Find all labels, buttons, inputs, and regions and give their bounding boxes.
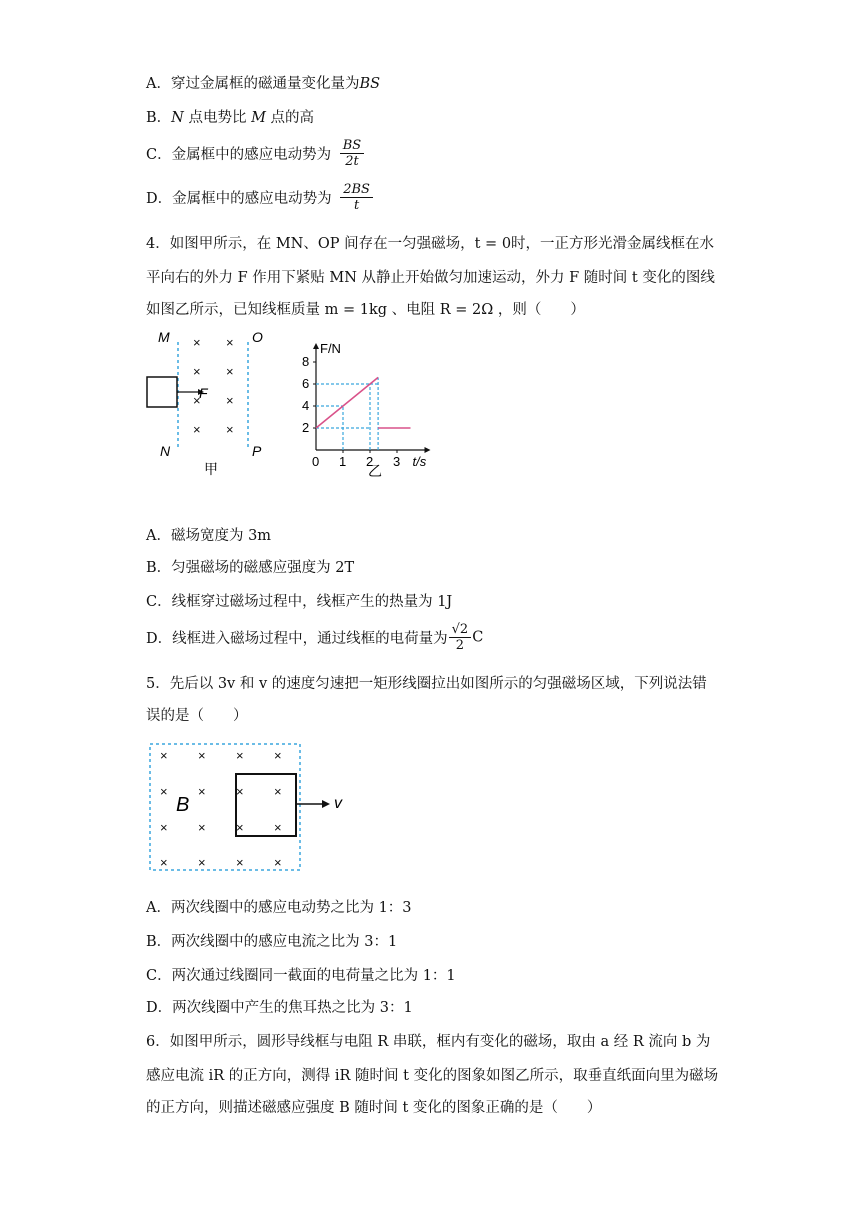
caption-jia: 甲 bbox=[204, 461, 218, 477]
q4-option-a: A．磁场宽度为 3m bbox=[146, 528, 272, 544]
field-mark: × bbox=[226, 393, 234, 408]
field-mark: × bbox=[274, 855, 282, 870]
velocity-arrowhead bbox=[322, 800, 330, 808]
q4-stem-line1: 4．如图甲所示，在 MN、OP 间存在一匀强磁场，t = 0时，一正方形光滑金属线框在水 bbox=[146, 236, 715, 252]
q5-stem-line1: 5．先后以 3v 和 v 的速度匀速把一矩形线圈拉出如图所示的匀强磁场区域，下列说法错 bbox=[146, 676, 707, 692]
q3-option-d bbox=[146, 182, 377, 213]
fraction-denominator: 2t bbox=[345, 154, 359, 169]
field-mark: × bbox=[236, 855, 244, 870]
fraction-numerator: √2 bbox=[449, 622, 472, 638]
caption-yi: 乙 bbox=[368, 463, 382, 479]
field-mark: × bbox=[198, 784, 206, 799]
field-mark: × bbox=[193, 364, 201, 379]
square-frame bbox=[147, 377, 177, 407]
origin-label: 0 bbox=[312, 454, 320, 469]
q4-option-d-text: D．线框进入磁场过程中，通过线框的电荷量为 bbox=[146, 631, 448, 647]
q3-option-b-mid: 点电势比 bbox=[183, 110, 252, 126]
x-axis-label: t/s bbox=[412, 454, 427, 469]
label-p: P bbox=[252, 443, 262, 459]
q4-option-c: C．线框穿过磁场过程中，线框产生的热量为 1J bbox=[146, 594, 453, 610]
series-line-1 bbox=[316, 377, 378, 428]
q3-option-b-suffix: 点的高 bbox=[265, 110, 315, 126]
label-m: M bbox=[158, 329, 170, 345]
y-tick-label: 8 bbox=[302, 354, 310, 369]
label-v: v bbox=[334, 795, 342, 812]
x-axis-arrowhead bbox=[425, 447, 431, 453]
field-mark: × bbox=[274, 784, 282, 799]
field-mark: × bbox=[160, 855, 168, 870]
y-axis-label: F/N bbox=[320, 341, 341, 356]
q3-option-d-text: D．金属框中的感应电动势为 bbox=[146, 191, 332, 207]
fraction-numerator: BS bbox=[340, 138, 364, 154]
field-mark: × bbox=[236, 748, 244, 763]
field-mark: × bbox=[193, 422, 201, 437]
q3-option-b-n: N bbox=[171, 110, 184, 126]
q5-figure bbox=[146, 740, 356, 876]
q4-option-b: B．匀强磁场的磁感应强度为 2T bbox=[146, 560, 355, 576]
q5-option-b: B．两次线圈中的感应电流之比为 3：1 bbox=[146, 934, 398, 950]
q3-option-d-fraction bbox=[340, 182, 373, 213]
field-mark: × bbox=[274, 748, 282, 763]
q4-figure-yi-chart bbox=[296, 320, 456, 480]
q4-option-d-fraction bbox=[449, 622, 472, 653]
q3-option-c-fraction bbox=[340, 138, 364, 169]
field-mark: × bbox=[226, 335, 234, 350]
field-mark: × bbox=[226, 364, 234, 379]
q3-option-a bbox=[146, 72, 380, 93]
q3-option-a-expr: BS bbox=[359, 76, 381, 92]
x-tick-label: 3 bbox=[393, 454, 401, 469]
field-mark: × bbox=[198, 820, 206, 835]
field-mark: × bbox=[160, 748, 168, 763]
fraction-denominator: 2 bbox=[455, 638, 465, 653]
q3-option-b-m: M bbox=[251, 110, 266, 126]
q6-stem-line2: 感应电流 iR 的正方向，测得 iR 随时间 t 变化的图象如图乙所示，取垂直纸面向里为磁场 bbox=[146, 1068, 719, 1084]
field-mark: × bbox=[274, 820, 282, 835]
x-tick-label: 1 bbox=[339, 454, 347, 469]
q3-option-b-prefix: B． bbox=[146, 110, 172, 126]
q3-option-c-text: C．金属框中的感应电动势为 bbox=[146, 147, 332, 163]
q4-option-d bbox=[146, 622, 483, 653]
q6-stem-line3: 的正方向，则描述磁感应强度 B 随时间 t 变化的图象正确的是（ ） bbox=[146, 1100, 602, 1116]
label-f: F bbox=[199, 385, 208, 401]
q4-stem-line3: 如图乙所示，已知线框质量 m = 1kg 、电阻 R = 2Ω ，则（ ） bbox=[146, 302, 585, 318]
label-b: B bbox=[176, 794, 190, 816]
y-tick-label: 4 bbox=[302, 398, 310, 413]
field-mark: × bbox=[236, 820, 244, 835]
q3-option-a-text: A．穿过金属框的磁通量变化量为 bbox=[146, 76, 360, 92]
field-mark: × bbox=[226, 422, 234, 437]
fraction-denominator: t bbox=[353, 198, 360, 213]
y-axis-arrowhead bbox=[313, 343, 319, 349]
q5-option-a: A．两次线圈中的感应电动势之比为 1：3 bbox=[146, 900, 412, 916]
q5-stem-line2: 误的是（ ） bbox=[146, 708, 248, 724]
q6-stem-line1: 6．如图甲所示，圆形导线框与电阻 R 串联，框内有变化的磁场，取由 a 经 R 流向 b 为 bbox=[146, 1034, 711, 1050]
label-n: N bbox=[160, 443, 171, 459]
field-mark: × bbox=[236, 784, 244, 799]
q4-figure-jia bbox=[140, 322, 290, 482]
fraction-numerator: 2BS bbox=[340, 182, 373, 198]
q3-option-c bbox=[146, 138, 368, 169]
q4-stem-line2: 平向右的外力 F 作用下紧贴 MN 从静止开始做匀加速运动，外力 F 随时间 t 变化的图线 bbox=[146, 270, 715, 286]
field-mark: × bbox=[160, 820, 168, 835]
y-tick-label: 2 bbox=[302, 420, 310, 435]
field-mark: × bbox=[198, 748, 206, 763]
field-mark: × bbox=[193, 393, 201, 408]
field-mark: × bbox=[160, 784, 168, 799]
q5-option-d: D．两次线圈中产生的焦耳热之比为 3：1 bbox=[146, 1000, 413, 1016]
y-tick-label: 6 bbox=[302, 376, 310, 391]
field-mark: × bbox=[198, 855, 206, 870]
coil-frame bbox=[236, 774, 296, 836]
q4-option-d-unit: C bbox=[472, 629, 484, 646]
q3-option-b bbox=[146, 106, 314, 127]
x-tick-label: 2 bbox=[366, 454, 374, 469]
field-mark: × bbox=[193, 335, 201, 350]
label-o: O bbox=[252, 329, 263, 345]
q5-option-c: C．两次通过线圈同一截面的电荷量之比为 1：1 bbox=[146, 968, 456, 984]
